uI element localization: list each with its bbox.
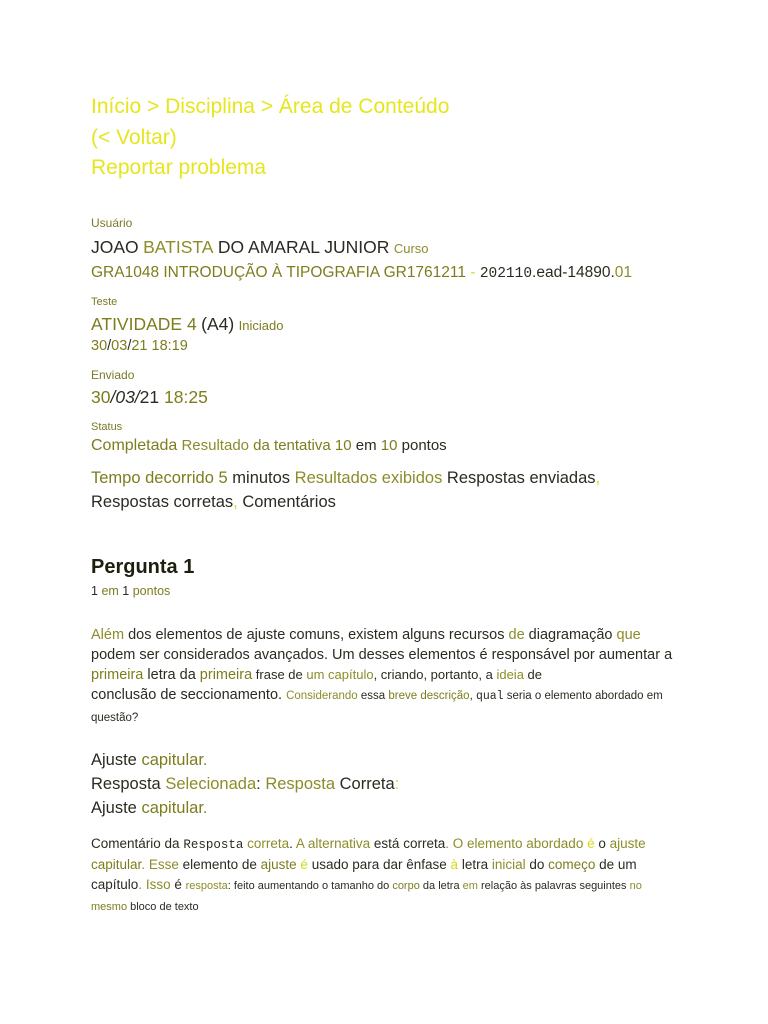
c-seg-33: corpo: [392, 880, 420, 892]
q-seg-24: qual: [475, 690, 504, 703]
q-seg-1: Além: [91, 627, 125, 643]
c-seg-9: é: [583, 836, 595, 851]
elapsed-label: Tempo decorrido: [91, 469, 214, 487]
question-score: [91, 584, 170, 598]
c-seg-14: Esse: [148, 857, 179, 872]
q-seg-13: um capítulo: [306, 667, 374, 682]
question-score-em: em: [101, 584, 119, 598]
back-link[interactable]: (< Voltar): [91, 125, 177, 149]
c-seg-18: usado para: [307, 857, 383, 872]
user-row: [91, 237, 429, 258]
c-seg-13: .: [141, 857, 149, 872]
q-seg-26: questão?: [91, 712, 139, 724]
course-code-number: 202110: [479, 266, 533, 282]
test-label: Teste: [91, 296, 118, 308]
c-seg-3: correta: [243, 836, 290, 851]
course-code-end: 01: [614, 264, 633, 281]
correct-answer-2: capitular: [136, 799, 203, 817]
sent-time: 18:25: [164, 387, 208, 407]
elapsed-value: 5: [218, 469, 228, 487]
q-seg-7: podem ser considerados avançados: [91, 647, 324, 663]
c-seg-20: à: [446, 857, 459, 872]
test-date-month: 03: [111, 338, 128, 354]
c-seg-31: : feito: [227, 880, 258, 892]
c-seg-22: inicial: [491, 857, 526, 872]
q-seg-15: , a: [478, 667, 497, 682]
top-navigation: [91, 92, 449, 184]
question-score-unit: pontos: [132, 584, 171, 598]
c-seg-15: elemento de: [178, 857, 261, 872]
test-date-day: 30: [91, 338, 108, 354]
c-seg-29: é: [170, 877, 186, 892]
c-seg-32: aumentando o tamanho do: [257, 880, 393, 892]
selected-answer-2: capitular: [136, 751, 203, 769]
course-code-middle: .ead-14890.: [532, 264, 615, 281]
q-seg-22: breve descrição: [388, 690, 470, 702]
q-seg-6: que: [616, 627, 641, 643]
elapsed-unit: minutos: [232, 469, 291, 487]
answer-resp-label-2: Resposta: [265, 775, 336, 793]
c-seg-11: ajuste: [609, 836, 646, 851]
c-seg-37: às palavras seguintes: [520, 880, 627, 892]
c-seg-8: O elemento abordado: [452, 836, 584, 851]
result-text-3: pontos: [401, 437, 447, 454]
c-seg-26: capítulo: [91, 877, 139, 892]
q-seg-21: essa: [357, 690, 389, 702]
selected-answer-1: Ajuste: [91, 751, 137, 769]
q-seg-19: .: [278, 687, 287, 703]
question-score-num: 1: [91, 584, 98, 598]
q-seg-5: diagramação: [524, 627, 617, 643]
correct-colon: :: [394, 775, 400, 793]
c-seg-4: .: [289, 836, 296, 851]
c-seg-24: começo: [548, 857, 596, 872]
q-seg-2: dos elementos de ajuste comuns: [124, 627, 341, 643]
c-seg-1: Comentário da: [91, 836, 184, 851]
c-seg-6: está correta: [370, 836, 446, 851]
selected-answer-text: [91, 748, 399, 772]
results-shown-3: Comentários: [242, 493, 336, 511]
c-seg-25: de um: [595, 857, 637, 872]
q-seg-8: . Um desses elementos é responsável por aumentar a: [323, 647, 673, 663]
q-seg-4: de: [508, 627, 525, 643]
c-seg-27: .: [138, 877, 146, 892]
result-text-1: da tentativa: [253, 437, 331, 454]
c-seg-10: o: [594, 836, 610, 851]
c-seg-16: ajuste: [260, 857, 297, 872]
q-seg-9: primeira: [91, 667, 144, 683]
c-seg-40: bloco de texto: [127, 901, 199, 913]
report-problem-link[interactable]: Reportar problema: [91, 156, 267, 179]
question-text: [91, 625, 681, 728]
c-seg-28: Isso: [145, 877, 171, 892]
q-seg-16: ideia: [496, 667, 524, 682]
c-seg-7: .: [445, 836, 453, 851]
c-seg-34: da letra: [419, 880, 463, 892]
sent-date: [91, 387, 208, 408]
results-shown-2: Respostas corretas: [91, 493, 234, 511]
comment-text: [91, 834, 681, 917]
user-label: Usuário: [91, 216, 133, 230]
status-value: Completada: [91, 437, 178, 454]
c-seg-17: é: [296, 857, 308, 872]
c-seg-23: do: [525, 857, 549, 872]
test-row: [91, 314, 283, 335]
results-shown-1: Respostas enviadas: [446, 469, 596, 487]
correct-label: Correta: [339, 775, 395, 793]
time-block: [91, 466, 691, 514]
test-status-label: Iniciado: [238, 318, 284, 333]
q-seg-20: Considerando: [286, 690, 358, 702]
status-row: [91, 437, 447, 455]
test-name: ATIVIDADE 4: [91, 314, 197, 334]
course-row: [91, 264, 632, 282]
selected-label: Selecionada: [165, 775, 257, 793]
correct-answer-text: [91, 796, 399, 820]
q-seg-3: , existem alguns recursos: [340, 627, 509, 643]
q-seg-25: seria o elemento abordado em: [503, 690, 663, 702]
q-seg-17: de: [523, 667, 542, 682]
correct-answer-1: Ajuste: [91, 799, 137, 817]
sent-month: /03/: [110, 387, 140, 407]
user-name-middle: BATISTA: [143, 237, 214, 257]
user-name-last: DO AMARAL JUNIOR: [217, 237, 390, 257]
results-comma-2: ,: [233, 493, 238, 511]
test-date-sep2: /: [127, 338, 132, 354]
result-text-2: em: [355, 437, 377, 454]
sent-year: 21: [139, 387, 160, 407]
correct-answer-dot: .: [202, 799, 208, 817]
course-separator: -: [470, 264, 476, 281]
c-seg-38: no: [626, 880, 642, 892]
c-seg-19: dar ênfase: [383, 857, 447, 872]
answer-resp-label: Resposta: [91, 775, 161, 793]
c-seg-35: em: [462, 880, 478, 892]
q-seg-11: primeira: [199, 667, 253, 683]
test-date-rest: 21 18:19: [131, 338, 188, 354]
course-name: GRA1048 INTRODUÇÃO À TIPOGRAFIA GR1761211: [91, 264, 467, 281]
result-score: 10: [334, 437, 352, 454]
status-label: Status: [91, 421, 123, 433]
selected-colon: :: [256, 775, 261, 793]
test-start-date: [91, 338, 188, 354]
result-label: Resultado: [181, 437, 249, 454]
answer-block: [91, 748, 399, 820]
c-seg-2: Resposta: [183, 838, 244, 852]
user-name-first: JOAO: [91, 237, 139, 257]
question-score-total: 1: [122, 584, 130, 598]
q-seg-18: conclusão de seccionamento: [91, 687, 279, 703]
results-shown-label: Resultados exibidos: [294, 469, 443, 487]
c-seg-39: mesmo: [91, 901, 128, 913]
c-seg-5: A alternativa: [295, 836, 371, 851]
course-label: Curso: [393, 241, 429, 256]
c-seg-12: capitular: [91, 857, 142, 872]
q-seg-10: letra da: [143, 667, 200, 683]
q-seg-12: frase de: [252, 667, 307, 682]
sent-label: Enviado: [91, 368, 135, 382]
selected-answer-dot: .: [202, 751, 208, 769]
test-code: (A4): [201, 314, 235, 334]
q-seg-23: ,: [469, 690, 476, 702]
q-seg-14: , criando, portanto: [373, 667, 479, 682]
result-total: 10: [380, 437, 398, 454]
sent-day: 30: [91, 387, 111, 407]
c-seg-36: relação: [477, 880, 521, 892]
breadcrumb-link[interactable]: Início > Disciplina > Área de Conteúdo: [91, 95, 450, 118]
answer-labels-row: [91, 772, 399, 796]
c-seg-30: resposta: [185, 880, 228, 892]
test-date-sep1: /: [107, 338, 112, 354]
c-seg-21: letra: [458, 857, 492, 872]
results-comma-1: ,: [595, 469, 601, 487]
question-title: Pergunta 1: [91, 556, 195, 578]
